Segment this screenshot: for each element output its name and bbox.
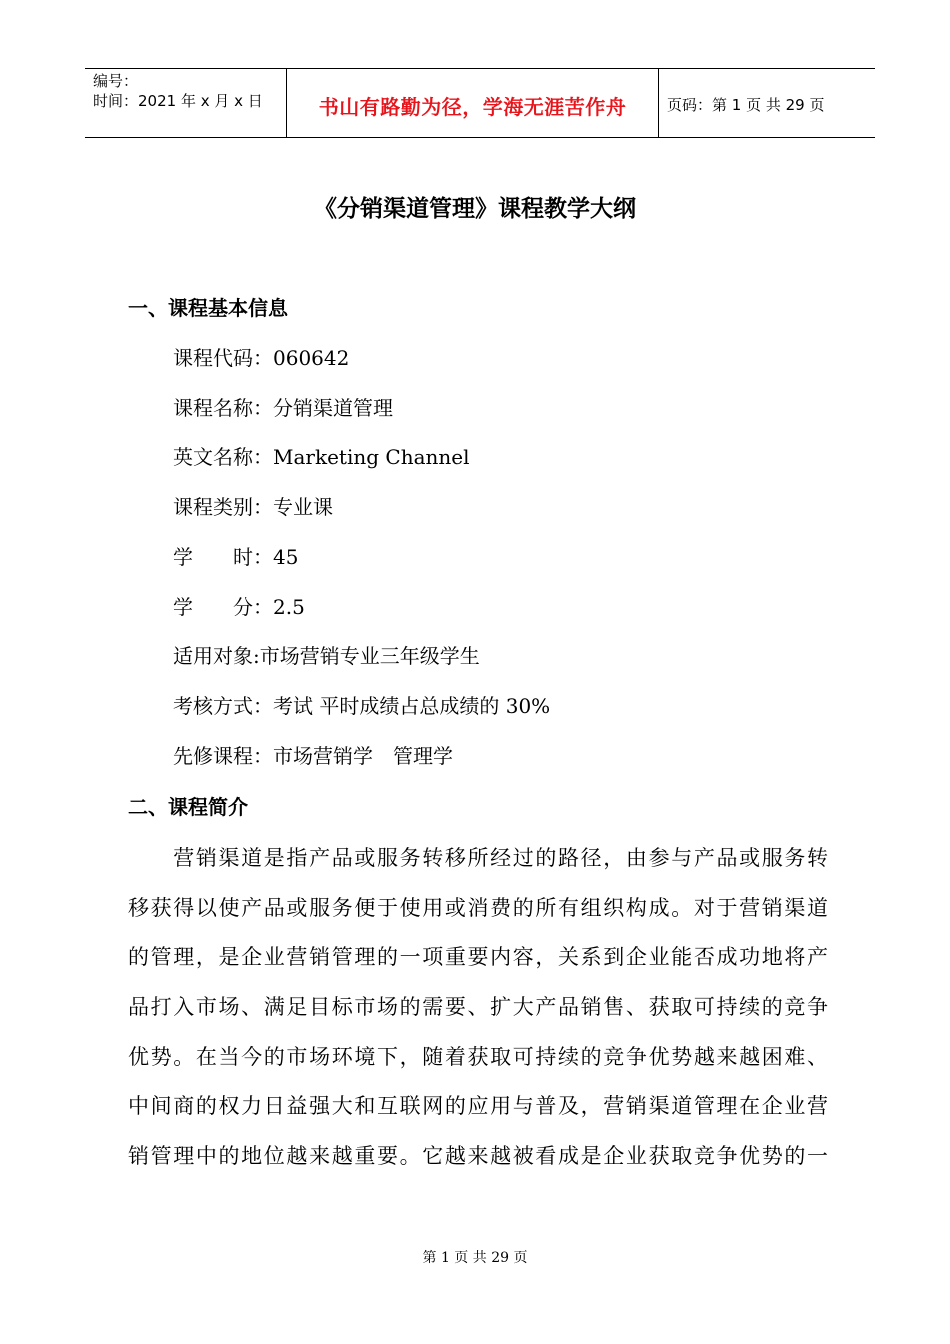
paragraph-line: 移获得以使产品或服务便于使用或消费的所有组织构成。对于营销渠道 [128,895,828,920]
course-intro-paragraph [128,834,828,1182]
info-credits: 学 分：2.5 [173,595,305,619]
document-header [85,68,875,138]
paragraph-line: 销管理中的地位越来越重要。它越来越被看成是企业获取竞争优势的一 [128,1144,828,1169]
paragraph-line: 营销渠道是指产品或服务转移所经过的路径，由参与产品或服务转 [128,846,828,870]
header-motto-cell [286,69,659,137]
document-title: 《分销渠道管理》课程教学大纲 [314,196,636,222]
info-target-audience: 适用对象:市场营销专业三年级学生 [173,644,480,668]
date-label: 时间：2021 年 x 月 x 日 [93,92,263,110]
info-prerequisites: 先修课程：市场营销学 管理学 [173,744,453,768]
info-assessment: 考核方式：考试 平时成绩占总成绩的 30% [173,694,551,718]
paragraph-line: 的管理，是企业营销管理的一项重要内容，关系到企业能否成功地将产 [128,945,828,970]
paragraph-line: 中间商的权力日益强大和互联网的应用与普及，营销渠道管理在企业营 [128,1094,828,1119]
paragraph-line: 优势。在当今的市场环境下，随着获取可持续的竞争优势越来越困难、 [128,1044,828,1069]
info-course-type: 课程类别：专业课 [173,495,333,519]
info-hours: 学 时：45 [173,545,299,569]
number-label: 编号： [93,72,139,90]
page-footer: 第 1 页 共 29 页 [422,1250,528,1266]
page-label: 页码：第 1 页 共 29 页 [667,96,825,114]
header-page-cell [659,69,875,137]
info-course-code: 课程代码：060642 [173,346,350,370]
info-course-name: 课程名称：分销渠道管理 [173,396,393,420]
section-heading-basic-info: 一、课程基本信息 [128,296,288,320]
section-heading-course-intro: 二、课程简介 [128,795,248,819]
paragraph-line: 品打入市场、满足目标市场的需要、扩大产品销售、获取可持续的竞争 [128,995,828,1020]
motto: 书山有路勤为径，学海无涯苦作舟 [318,95,627,119]
header-meta-cell [85,69,286,137]
info-english-name: 英文名称：Marketing Channel [173,445,470,469]
